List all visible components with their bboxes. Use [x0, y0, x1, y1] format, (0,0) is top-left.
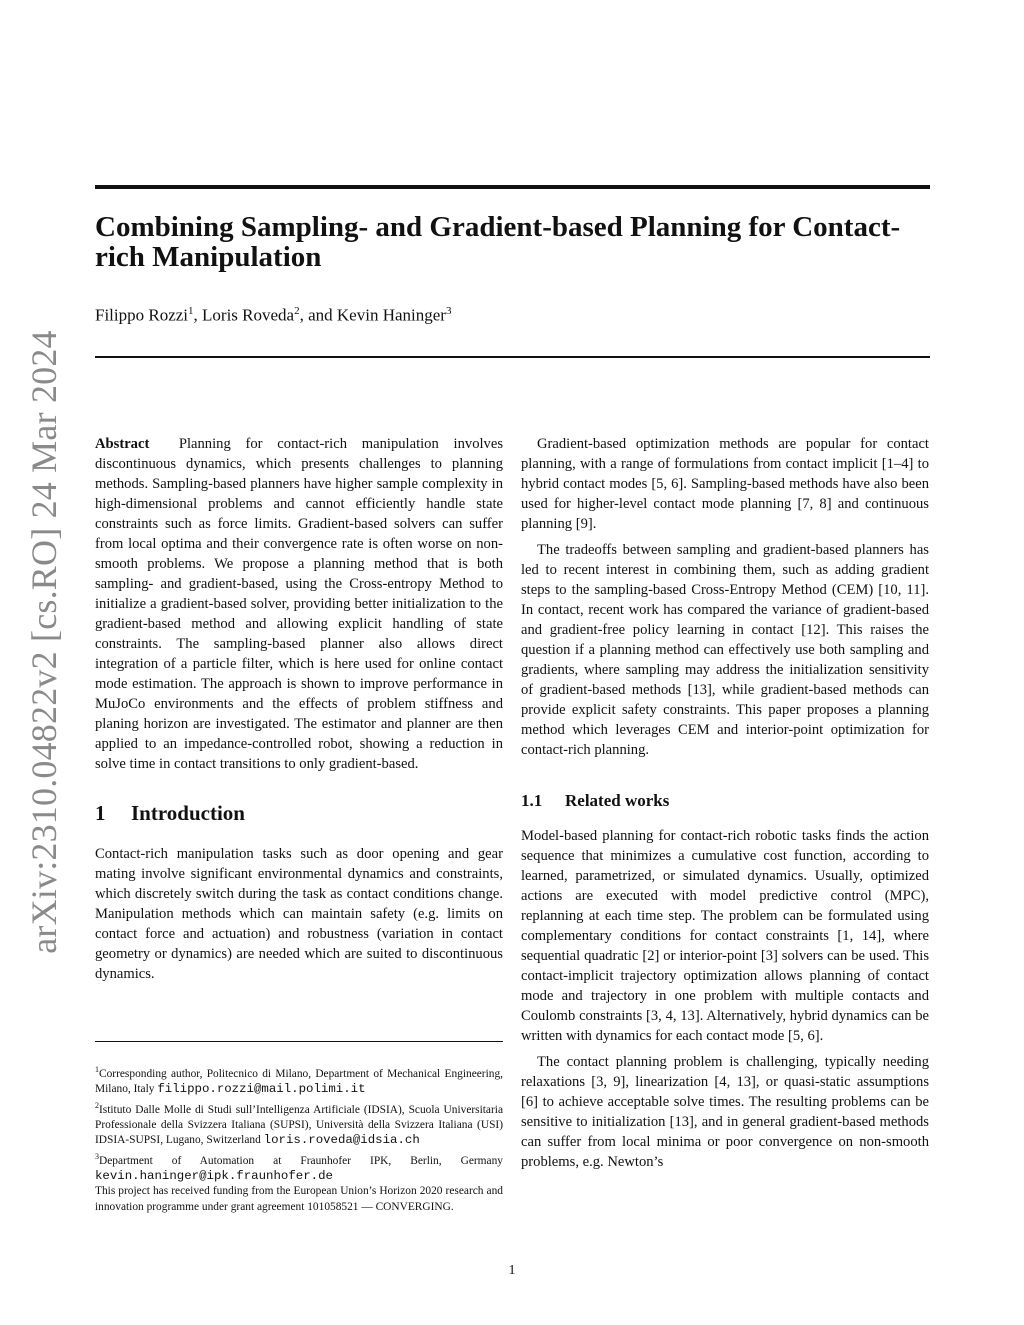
author-name: Loris Roveda [202, 305, 295, 325]
section-heading-introduction [95, 800, 503, 826]
paper-title: Combining Sampling- and Gradient-based Planning for Contact-rich Manipulation [95, 211, 901, 273]
footnote [95, 1098, 503, 1149]
footnote-rule [95, 1041, 503, 1042]
section-number: 1 [95, 801, 106, 825]
footnote-email[interactable]: loris.roveda@idsia.ch [263, 1133, 420, 1148]
footnote-text: Department of Automation at Fraunhofer IPK, Berlin, Germany [99, 1154, 503, 1167]
author-name: Kevin Haninger [336, 305, 446, 325]
footnote-email[interactable]: filippo.rozzi@mail.polimi.it [157, 1082, 366, 1097]
author-list [95, 305, 451, 326]
top-rule [95, 185, 930, 189]
body-paragraph: Gradient-based optimization methods are popular for contact planning, with a range of formulations from contact implicit [1–4] to hybrid contact modes [5, 6]. Sampling-based methods have also been used for higher-level contact mode planning [7, 8] and continuous planning [9]. [521, 436, 929, 532]
right-column [521, 434, 929, 1172]
footnote-mark: 2 [95, 1100, 99, 1110]
section-heading-related-works [521, 790, 929, 812]
abstract-label: Abstract [95, 436, 150, 452]
body-paragraph: The tradeoffs between sampling and gradient-based planners has led to recent interest in combining them, such as adding gradient steps to the sampling-based Cross-Entropy Method (CEM) [10, 11]. In contact, recent work has compared the variance of gradient-based and gradient-free policy learning in contact [12]. This raises the question if a planning method can effectively use both sampling and gradients, where sampling may address the initialization sensitivity of gradient-based methods [13], while gradient-based methods can provide explicit safety constraints. This paper proposes a planning method which leverages CEM and interior-point optimization for contact-rich planning. [521, 542, 929, 758]
abstract-text: Planning for contact-rich manipulation involves discontinuous dynamics, which presents challenges to planning methods. Sampling-based planners have higher sample complexity in high-dimensional problems and cannot efficiently handle state constraints such as force limits. Gradient-based solvers can suffer from local optima and their convergence rate is often worse on non-smooth problems. We propose a planning method that is both sampling- and gradient-based, using the Cross-entropy Method to initialize a gradient-based solver, providing better initialization to the gradient-based method and allowing explicit handling of state constraints. The sampling-based planner also allows direct integration of a particle filter, which is here used for online contact mode estimation. The approach is shown to improve performance in MuJoCo environments and the effects of problem stiffness and planing horizon are investigated. The estimator and planner are then applied to an impedance-controlled robot, showing a reduction in solve time in contact transitions to only gradient-based. [95, 436, 503, 772]
author-affiliation-mark: 2 [294, 305, 300, 317]
section-title: Introduction [131, 801, 245, 825]
footnote-text: Corresponding author, Politecnico di Milano, Department of Mechanical Engineering, Milano, Italy [95, 1067, 503, 1096]
footnote-mark: 3 [95, 1151, 99, 1161]
left-column [95, 434, 503, 984]
author-affiliation-mark: 1 [188, 305, 194, 317]
author-affiliation-mark: 3 [445, 305, 452, 317]
page-number: 1 [508, 1263, 516, 1278]
footnote [95, 1062, 503, 1098]
footnote-email[interactable]: kevin.haninger@ipk.fraunhofer.de [95, 1168, 333, 1183]
intro-paragraph: Contact-rich manipulation tasks such as door opening and gear mating involve significant environmental dynamics and constraints, which discretely switch during the task as contact conditions change. Manipulation methods which can maintain safety (e.g. limits on contact force and actuation) and robustness (variation in contact geometry or dynamics) are needed which are suited to discontinuous dynamics. [95, 846, 503, 982]
abstract [95, 434, 503, 774]
section-number: 1.1 [521, 791, 543, 810]
header-rule [95, 356, 930, 358]
section-title: Related works [565, 791, 670, 810]
footnote [95, 1149, 503, 1185]
arxiv-stamp: arXiv:2310.04822v2 [cs.RO] 24 Mar 2024 [24, 330, 64, 954]
footnote-text: Istituto Dalle Molle di Studi sull’Intelligenza Artificiale (IDSIA), Scuola Universitaria Professionale della Svizzera Italiana (SUPSI), Università della Svizzera Italiana (USI) IDSIA-SUPSI, Lugano, Switzerland [95, 1103, 503, 1147]
author-separator: , and [299, 305, 337, 325]
funding-note: This project has received funding from the European Union’s Horizon 2020 research and innovation programme under grant agreement 101058521 — CONVERGING. [95, 1185, 503, 1213]
author-name: Filippo Rozzi [95, 305, 189, 325]
body-paragraph: Model-based planning for contact-rich robotic tasks finds the action sequence that minimizes a cumulative cost function, according to learned, parametrized, or simulated dynamics. Usually, optimized actions are executed with model predictive control (MPC), replanning at each time step. The problem can be formulated using complementary conditions for contact constraints [1, 14], where sequential quadratic [2] or interior-point [3] solvers can be used. This contact-implicit trajectory optimization allows planning of contact mode and trajectory in one problem with multiple contacts and Coulomb constraints [3, 4, 13]. Alternatively, hybrid dynamics can be written with dynamics for each contact mode [5, 6]. [521, 828, 929, 1044]
author-separator: , [193, 305, 203, 325]
body-paragraph: The contact planning problem is challenging, typically needing relaxations [3, 9], linearization [4, 13], or quasi-static assumptions [6] to achieve acceptable solve times. The resulting problems can be sensitive to initialization [13], and in general gradient-based methods can suffer from local minima or poor convergence on non-smooth problems, e.g. Newton’s [521, 1054, 929, 1170]
footnote-mark: 1 [95, 1065, 99, 1074]
footnotes [95, 1062, 503, 1215]
